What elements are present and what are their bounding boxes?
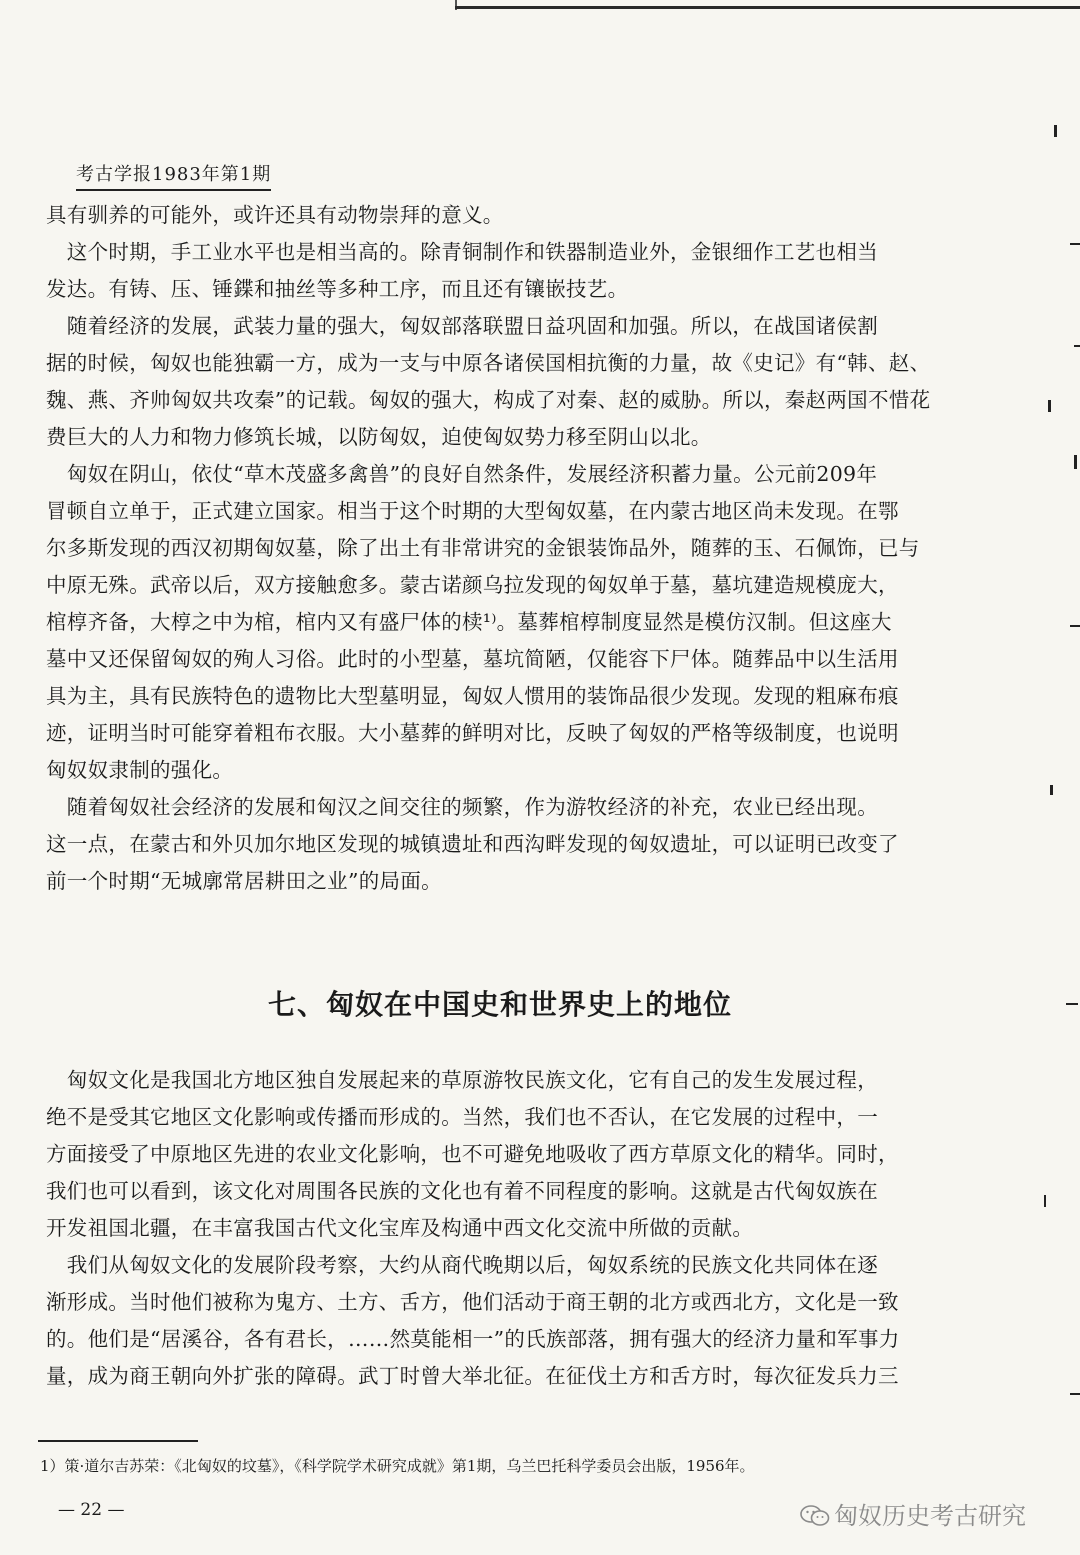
scan-mark xyxy=(1044,1195,1046,1207)
scan-mark xyxy=(1066,1003,1078,1005)
scan-mark xyxy=(1054,125,1057,137)
watermark-text: 匈奴历史考古研究 xyxy=(834,1502,1026,1530)
scan-mark xyxy=(1074,455,1077,469)
text-line: 绝不是受其它地区文化影响或传播而形成的。当然，我们也不否认，在它发展的过程中，一 xyxy=(46,1105,878,1129)
scan-mark xyxy=(1048,400,1051,412)
page-number: — 22 — xyxy=(58,1500,125,1520)
text-line: 这个时期，手工业水平也是相当高的。除青铜制作和铁器制造业外，金银细作工艺也相当 xyxy=(46,240,878,264)
text-line: 匈奴奴隶制的强化。 xyxy=(46,758,234,782)
text-line: 前一个时期“无城廓常居耕田之业”的局面。 xyxy=(46,869,442,893)
text-line: 尔多斯发现的西汉初期匈奴墓，除了出土有非常讲究的金银装饰品外，随葬的玉、石佩饰，已与 xyxy=(46,536,920,560)
scan-mark xyxy=(1070,243,1080,245)
text-line: 棺椁齐备，大椁之中为棺，棺内又有盛尸体的椟¹⁾。墓葬棺椁制度显然是模仿汉制。但这座大 xyxy=(46,610,892,634)
wechat-icon xyxy=(800,1505,830,1527)
scan-mark xyxy=(1050,785,1053,795)
watermark xyxy=(800,1496,1026,1531)
text-line: 随着经济的发展，武装力量的强大，匈奴部落联盟日益巩固和加强。所以，在战国诸侯割 xyxy=(46,314,878,338)
text-line: 冒顿自立单于，正式建立国家。相当于这个时期的大型匈奴墓，在内蒙古地区尚未发现。在鄂 xyxy=(46,499,899,523)
text-line: 我们也可以看到，该文化对周围各民族的文化也有着不同程度的影响。这就是古代匈奴族在 xyxy=(46,1179,878,1203)
text-line: 我们从匈奴文化的发展阶段考察，大约从商代晚期以后，匈奴系统的民族文化共同体在逐 xyxy=(46,1253,878,1277)
text-line: 渐形成。当时他们被称为鬼方、土方、舌方，他们活动于商王朝的北方或西北方，文化是一致 xyxy=(46,1290,899,1314)
footnote: 1）策·道尔吉苏荣：《北匈奴的坟墓》，《科学院学术研究成就》第1期，乌兰巴托科学委员会出版，1956年。 xyxy=(40,1457,755,1475)
section-heading: 七、匈奴在中国史和世界史上的地位 xyxy=(267,988,732,1021)
body-text-top xyxy=(46,197,956,900)
top-rule xyxy=(455,6,1080,9)
body-text-bottom xyxy=(46,1062,956,1395)
text-line: 费巨大的人力和物力修筑长城，以防匈奴，迫使匈奴势力移至阴山以北。 xyxy=(46,425,712,449)
text-line: 具为主，具有民族特色的遗物比大型墓明显，匈奴人惯用的装饰品很少发现。发现的粗麻布痕 xyxy=(46,684,899,708)
text-line: 具有驯养的可能外，或许还具有动物崇拜的意义。 xyxy=(46,203,504,227)
text-line: 匈奴在阴山，依仗“草木茂盛多禽兽”的良好自然条件，发展经济积蓄力量。公元前209年 xyxy=(46,462,878,486)
text-line: 迹，证明当时可能穿着粗布衣服。大小墓葬的鲜明对比，反映了匈奴的严格等级制度，也说明 xyxy=(46,721,899,745)
text-line: 的。他们是“居溪谷，各有君长，……然莫能相一”的氏族部落，拥有强大的经济力量和军事力 xyxy=(46,1327,900,1351)
text-line: 量，成为商王朝向外扩张的障碍。武丁时曾大举北征。在征伐土方和舌方时，每次征发兵力三 xyxy=(46,1364,899,1388)
text-line: 方面接受了中原地区先进的农业文化影响，也不可避免地吸收了西方草原文化的精华。同时， xyxy=(46,1142,899,1166)
running-header: 考古学报1983年第1期 xyxy=(76,160,271,191)
text-line: 开发祖国北疆，在丰富我国古代文化宝库及构通中西文化交流中所做的贡献。 xyxy=(46,1216,754,1240)
text-line: 墓中又还保留匈奴的殉人习俗。此时的小型墓，墓坑简陋，仅能容下尸体。随葬品中以生活用 xyxy=(46,647,899,671)
text-line: 这一点，在蒙古和外贝加尔地区发现的城镇遗址和西沟畔发现的匈奴遗址，可以证明已改变了 xyxy=(46,832,899,856)
text-line: 随着匈奴社会经济的发展和匈汉之间交往的频繁，作为游牧经济的补充，农业已经出现。 xyxy=(46,795,878,819)
footnote-rule xyxy=(38,1440,198,1442)
text-line: 发达。有铸、压、锤鍱和抽丝等多种工序，而且还有镶嵌技艺。 xyxy=(46,277,629,301)
text-line: 中原无殊。武帝以后，双方接触愈多。蒙古诺颜乌拉发现的匈奴单于墓，墓坑建造规模庞大， xyxy=(46,573,899,597)
scan-mark xyxy=(1070,625,1080,627)
text-line: 匈奴文化是我国北方地区独自发展起来的草原游牧民族文化，它有自己的发生发展过程， xyxy=(46,1068,878,1092)
scan-mark xyxy=(1074,345,1080,347)
scan-mark xyxy=(1070,1393,1080,1395)
text-line: 魏、燕、齐帅匈奴共攻秦”的记载。匈奴的强大，构成了对秦、赵的威胁。所以，秦赵两国不惜花 xyxy=(46,388,931,412)
text-line: 据的时候，匈奴也能独霸一方，成为一支与中原各诸侯国相抗衡的力量，故《史记》有“韩、赵、 xyxy=(46,351,931,375)
